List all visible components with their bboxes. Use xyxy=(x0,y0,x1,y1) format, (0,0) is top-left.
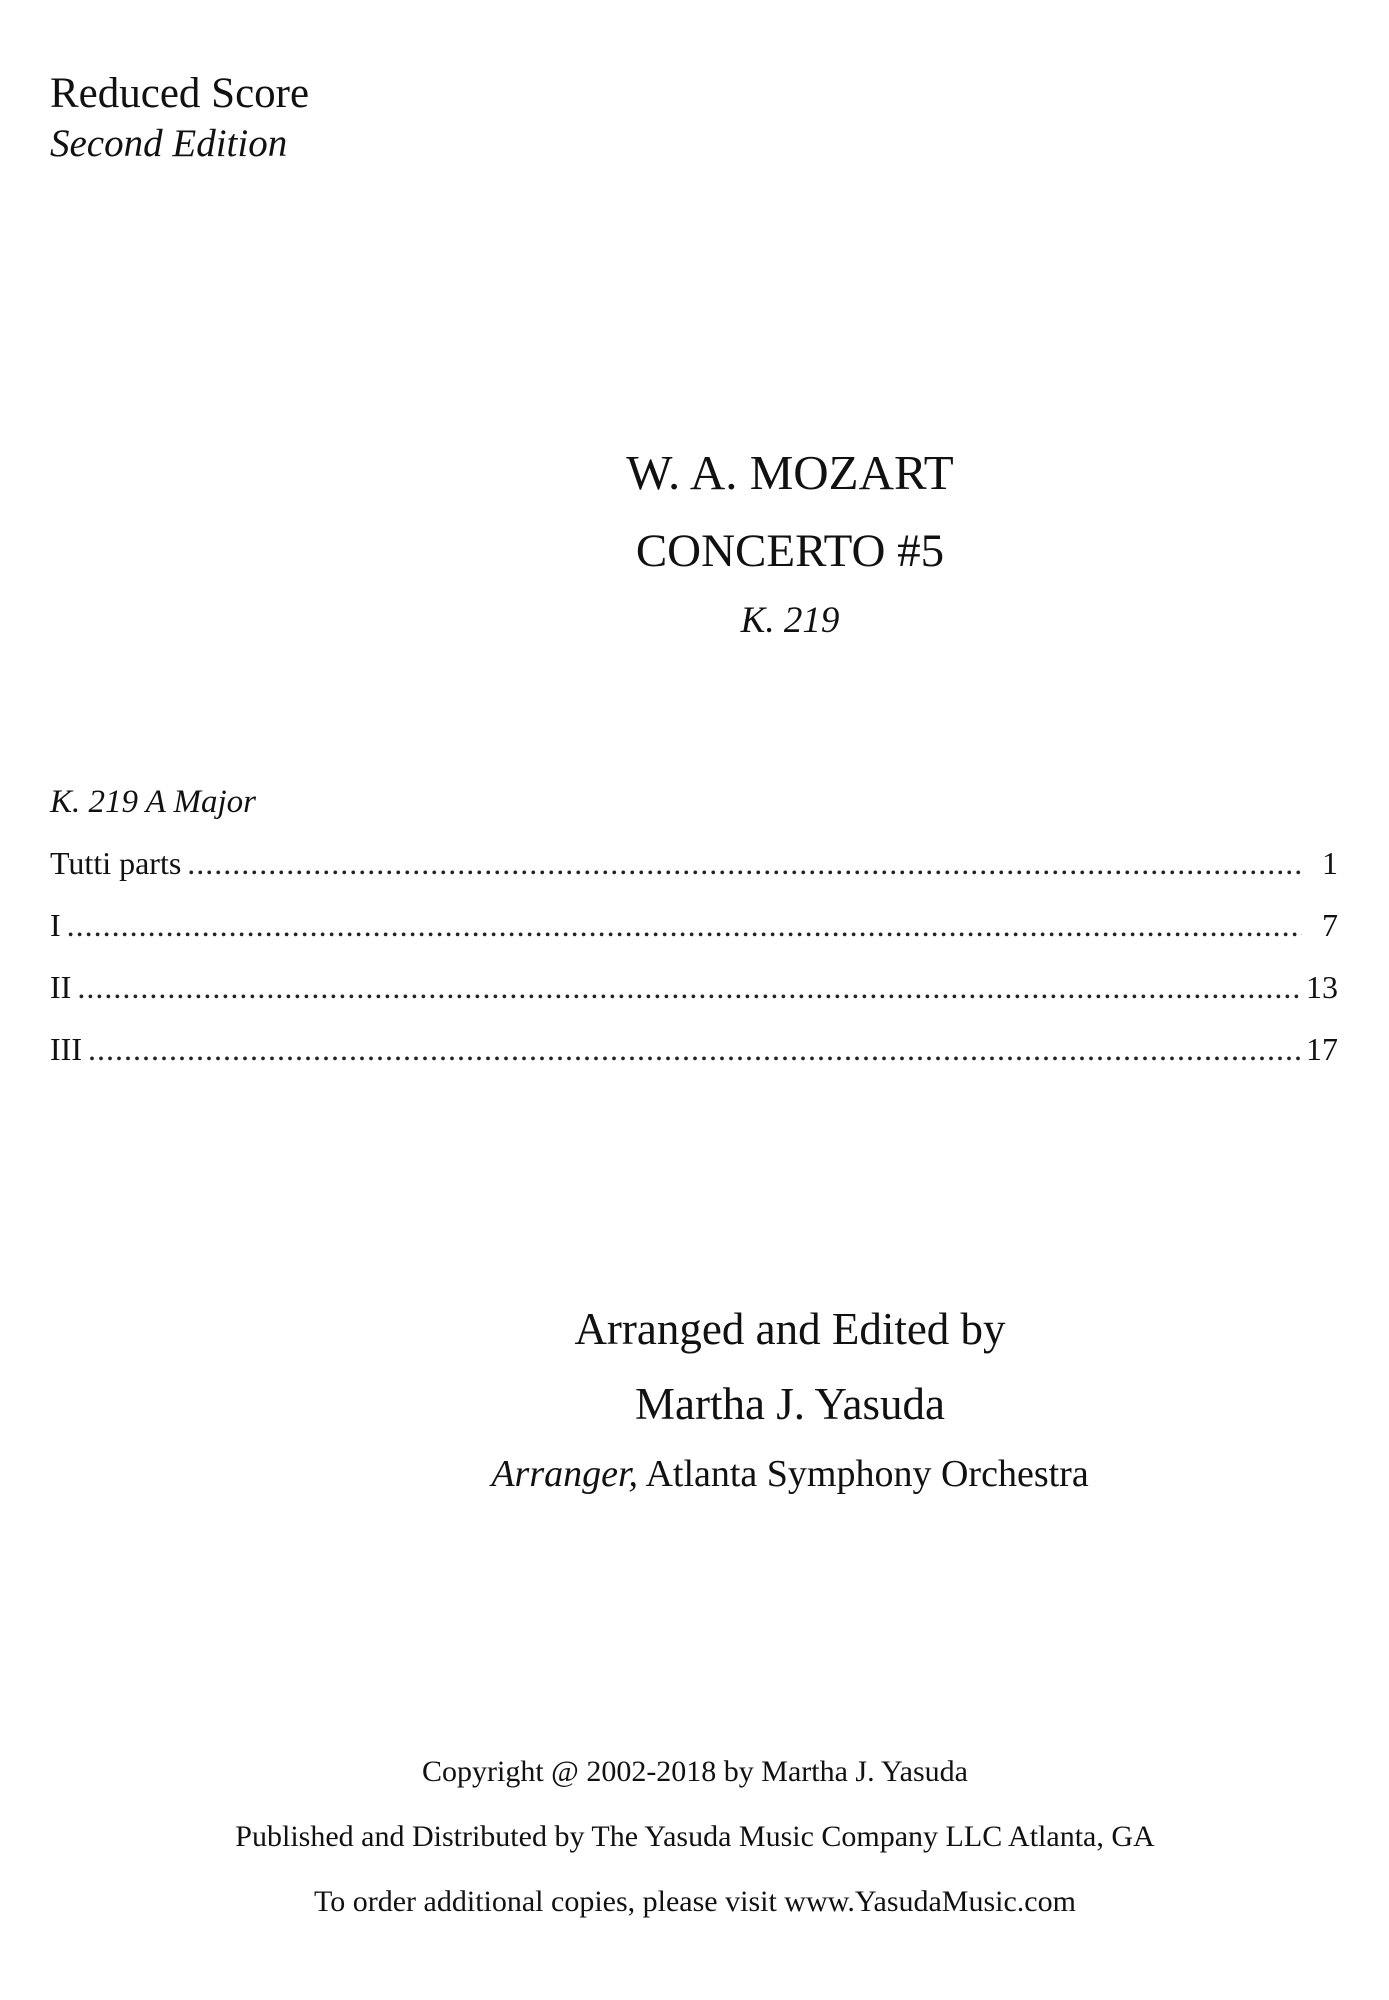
toc-entry-tutti-parts xyxy=(50,841,1338,903)
publisher-notice: Published and Distributed by The Yasuda Music Company LLC Atlanta, GA xyxy=(235,1820,1155,1853)
dot-leader xyxy=(88,1027,1300,1071)
work-title: CONCERTO #5 xyxy=(635,525,945,577)
toc-entry-page: 13 xyxy=(1306,969,1338,1005)
copyright-notice: Copyright @ 2002-2018 by Martha J. Yasuda xyxy=(422,1755,968,1788)
toc-entry-movement-2 xyxy=(50,965,1338,1027)
toc-entry-movement-3 xyxy=(50,1027,1338,1089)
toc-entry-label: III xyxy=(50,1031,82,1067)
arranger-affiliation xyxy=(430,1450,1150,1498)
table-of-contents xyxy=(50,780,1338,1089)
toc-entry-page: 17 xyxy=(1306,1031,1338,1067)
dot-leader xyxy=(187,841,1302,885)
arranger-name: Martha J. Yasuda xyxy=(635,1379,945,1429)
dot-leader xyxy=(67,903,1302,947)
edition-subtitle: Second Edition xyxy=(50,122,288,165)
score-type-title: Reduced Score xyxy=(50,70,310,117)
order-info: To order additional copies, please visit www.YasudaMusic.com xyxy=(314,1885,1076,1918)
toc-heading: K. 219 A Major xyxy=(50,784,256,820)
dot-leader xyxy=(77,965,1300,1009)
arranger-organization: Atlanta Symphony Orchestra xyxy=(645,1453,1089,1495)
toc-entry-page: 1 xyxy=(1322,845,1338,881)
catalog-number: K. 219 xyxy=(740,600,840,641)
composer-name: W. A. MOZART xyxy=(626,445,954,500)
toc-entry-label: II xyxy=(50,969,72,1005)
toc-entry-label: I xyxy=(50,907,61,943)
arranged-by-line: Arranged and Edited by xyxy=(574,1304,1006,1354)
toc-entry-label: Tutti parts xyxy=(50,845,182,881)
toc-entry-page: 7 xyxy=(1322,907,1338,943)
toc-entry-movement-1 xyxy=(50,903,1338,965)
arranger-role: Arranger, xyxy=(491,1453,639,1495)
